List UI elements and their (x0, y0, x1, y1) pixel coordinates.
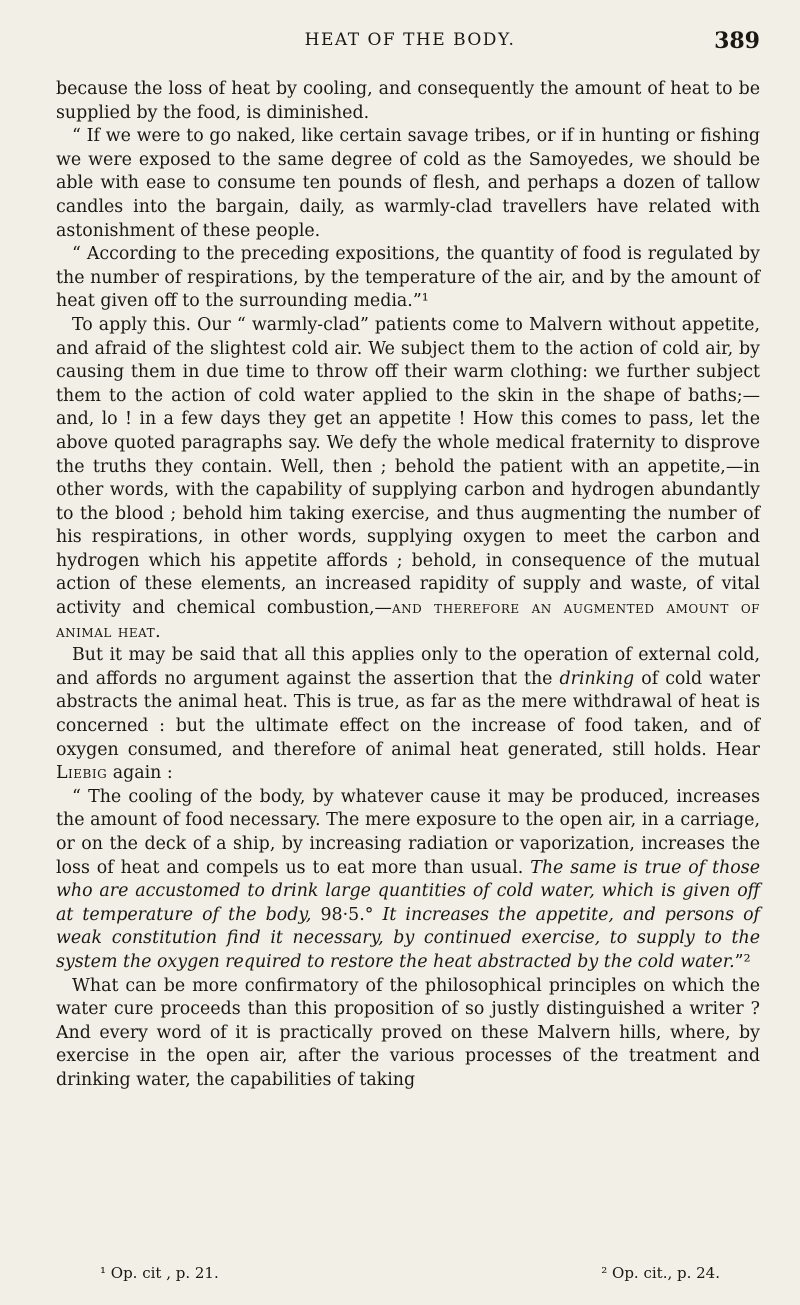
paragraph-text: again : (107, 763, 173, 784)
author-name: Liebig (56, 763, 108, 784)
footnote: ² Op. cit., p. 24. (601, 1264, 720, 1282)
emphasis-italic: It increases the appetite, and persons of weak constitution find it necessary, by continued exercise, to supply to the system the oxygen required to restore the heat abstracted by the cold water. (56, 904, 760, 972)
footnotes (100, 1264, 720, 1282)
paragraph-text: 98·5.° (311, 904, 383, 925)
body-text (56, 78, 760, 1093)
running-head: HEAT OF THE BODY. (304, 30, 516, 50)
paragraph: “ If we were to go naked, like certain savage tribes, or if in hunting or fishing we were exposed to the same degree of cold as the Samoyedes, we should be able with ease to consume ten pounds of flesh, and perhaps a dozen of tallow candles into the bargain, daily, as warmly-clad travellers have related with astonishment of these people. (56, 126, 760, 241)
paragraph-text: of cold water abstracts the animal heat. This is true, as far as the mere withdrawal of heat is concerned : but the ultimate effect on the increase of food taken, and of oxygen consumed, and therefore of animal heat generated, still holds. Hear (56, 668, 760, 760)
paragraph-text: “ The cooling of the body, by whatever cause it may be produced, increases the amount of food necessary. The mere exposure to the open air, in a carriage, or on the deck of a ship, by increasing radiation or vaporization, increases the loss of heat and compels us to eat more than usual. (56, 786, 760, 878)
paragraph-text: But it may be said that all this applies only to the operation of external cold, and affords no argument against the assertion that the (56, 645, 760, 689)
paragraph-text: To apply this. Our “ warmly-clad” patients come to Malvern without appetite, and afraid of the slightest cold air. We subject them to the action of cold air, by causing them in due time to throw off their warm clothing: we further subject them to the action of cold water applied to the skin in the shape of baths;—and, lo ! in a few days they get an appetite ! How this comes to pass, let the above quoted paragraphs say. We defy the whole medical fraternity to disprove the truths they contain. Well, then ; behold the patient with an appetite,—in other words, with the capability of supplying carbon and hydrogen abundantly to the blood ; behold him taking exercise, and thus augmenting the number of his respirations, in other words, supplying oxygen to meet the carbon and hydrogen which his appetite affords ; behold, in consequence of the mutual action of these elements, an increased rapidity of supply and waste, of vital activity and chemical combustion,— (56, 314, 760, 619)
page-header (60, 30, 760, 60)
paragraph (56, 314, 760, 644)
paragraph: because the loss of heat by cooling, and consequently the amount of heat to be supplied by the food, is diminished. (56, 79, 760, 123)
paragraph: What can be more confirmatory of the philosophical principles on which the water cure proceeds than this proposition of so justly distinguished a writer ? And every word of it is practically proved on these Malvern hills, where, by exercise in the open air, after the various processes of the treatment and drinking water, the capabilities of taking (56, 975, 760, 1090)
paragraph-text: ”² (734, 951, 751, 972)
paragraph (56, 644, 760, 786)
paragraph: “ According to the preceding expositions, the quantity of food is regulated by the number of respirations, by the temperature of the air, and by the amount of heat given off to the surrounding media.”¹ (56, 244, 760, 312)
emphasis-italic: drinking (559, 668, 635, 689)
emphasis-italic: The same is true of those who are accustomed to drink large quantities of cold water, which is given off at temperature of the body, (56, 857, 760, 925)
emphasis-small-caps: and therefore an augmented amount of animal heat. (56, 598, 760, 642)
footnote: ¹ Op. cit , p. 21. (100, 1264, 219, 1282)
paragraph (56, 786, 760, 975)
page-number: 389 (714, 28, 760, 54)
